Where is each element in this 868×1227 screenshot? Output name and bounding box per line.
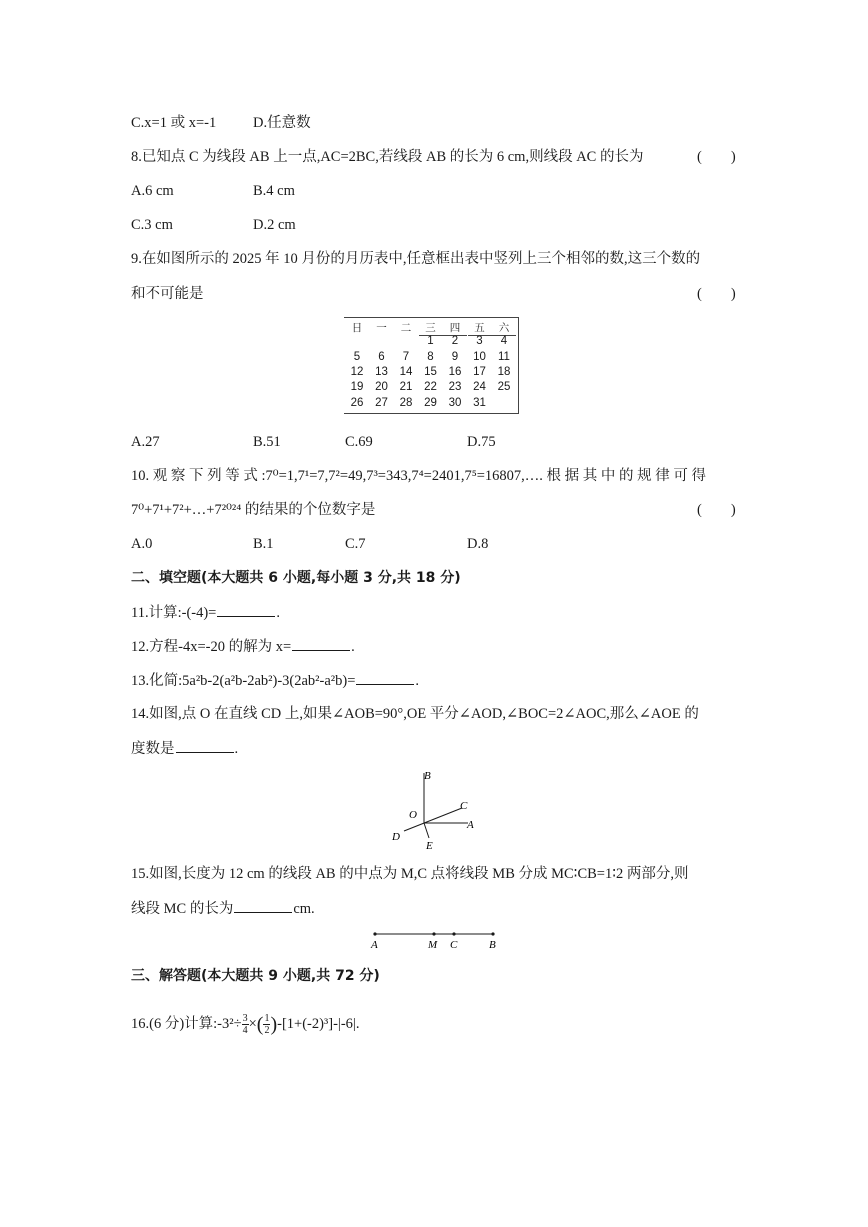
calendar-header-cell: 四	[443, 320, 467, 336]
q10-option-d: D.8	[467, 536, 489, 552]
section-2-heading: 二、填空题(本大题共 6 小题,每小题 3 分,共 18 分)	[131, 570, 461, 586]
q13-blank	[356, 670, 414, 685]
calendar-day-cell: 30	[448, 396, 462, 409]
calendar-day-cell: 31	[473, 396, 486, 409]
q11-text: 11.计算:-(-4)=	[131, 605, 217, 621]
q8-option-a: A.6 cm	[131, 183, 174, 199]
q10-answer-paren: ( )	[697, 502, 736, 518]
q12-end: .	[351, 639, 355, 655]
q15-end: cm.	[293, 901, 315, 917]
calendar-day-cell: 24	[473, 381, 486, 394]
q16-left-paren: (	[256, 1013, 264, 1036]
q10-stem-line1: 10. 观 察 下 列 等 式 :7⁰=1,7¹=7,7²=49,7³=343,7⁴=2401,7⁵=16807,…. 根 据 其 中 的 规 律 可 得	[131, 468, 707, 484]
line-oe	[424, 823, 429, 838]
q10-option-c: C.7	[345, 536, 366, 552]
q7-option-d: D.任意数	[253, 115, 311, 131]
q9-stem-line2: 和不可能是	[131, 286, 204, 302]
q16-suffix: -[1+(-2)³]-|-6|.	[277, 1016, 360, 1032]
label-o: O	[409, 809, 417, 821]
q16-prefix: 16.(6 分)计算:-3²÷	[131, 1016, 242, 1032]
q9-option-d: D.75	[467, 434, 496, 450]
q8-option-d: D.2 cm	[253, 217, 296, 233]
q14-text: 度数是	[131, 741, 175, 757]
calendar-day-cell: 4	[500, 335, 508, 348]
q9-option-a: A.27	[131, 434, 160, 450]
calendar-day-cell: 3	[476, 335, 483, 348]
calendar-day-cell: 7	[402, 350, 410, 363]
point-a	[373, 932, 376, 935]
calendar-header-cell: 五	[468, 320, 492, 336]
calendar-day-cell: 21	[399, 381, 413, 394]
label-b: B	[424, 770, 431, 782]
q16-fraction-3-4	[242, 1013, 249, 1036]
q11-blank	[217, 602, 275, 617]
calendar-header-cell: 六	[492, 320, 516, 336]
calendar-day-cell: 26	[350, 396, 364, 409]
calendar-day-cell: 16	[448, 365, 462, 378]
q8-option-c: C.3 cm	[131, 217, 173, 233]
calendar-day-cell: 8	[427, 350, 434, 363]
calendar-day-cell: 5	[353, 350, 361, 363]
q14-line2	[131, 738, 238, 759]
label-a: A	[371, 939, 378, 951]
calendar-header-cell: 一	[376, 322, 387, 334]
calendar-day-cell: 9	[451, 350, 459, 363]
q8-stem: 8.已知点 C 为线段 AB 上一点,AC=2BC,若线段 AB 的长为 6 cm,则线段 AC 的长为	[131, 149, 644, 165]
q15-line1: 15.如图,长度为 12 cm 的线段 AB 的中点为 M,C 点将线段 MB 分成 MC∶CB=1∶2 两部分,则	[131, 866, 689, 882]
point-c	[452, 932, 455, 935]
q9-option-c: C.69	[345, 434, 373, 450]
calendar-day-cell: 28	[399, 396, 413, 409]
calendar-header-cell: 二	[400, 322, 412, 334]
q15-line2	[131, 898, 315, 919]
calendar-header-cell: 日	[351, 322, 363, 334]
q10-option-a: A.0	[131, 536, 153, 552]
q9-stem-line1: 9.在如图所示的 2025 年 10 月份的月历表中,任意框出表中竖列上三个相邻的数,这三个数的	[131, 251, 701, 267]
q8-answer-paren: ( )	[697, 149, 736, 165]
label-e: E	[426, 840, 433, 852]
frac2-denominator: 2	[264, 1025, 270, 1037]
q12	[131, 636, 355, 657]
label-c: C	[460, 800, 468, 812]
calendar-day-cell: 17	[473, 365, 486, 378]
q10-option-b: B.1	[253, 536, 274, 552]
q14-angle-figure	[380, 765, 490, 855]
calendar-day-cell: 14	[399, 365, 413, 378]
label-d: D	[392, 831, 400, 843]
calendar-day-cell: 10	[473, 350, 486, 363]
q8-option-b: B.4 cm	[253, 183, 295, 199]
label-a: A	[467, 819, 474, 831]
frac1-numerator: 3	[242, 1013, 248, 1025]
q16-times: ×	[248, 1016, 257, 1032]
q12-blank	[292, 636, 350, 651]
q13-end: .	[415, 673, 419, 689]
label-b: B	[489, 939, 496, 951]
q11-end: .	[276, 605, 280, 621]
frac1-denominator: 4	[242, 1025, 248, 1037]
q14-line1: 14.如图,点 O 在直线 CD 上,如果∠AOB=90°,OE 平分∠AOD,∠BOC=2∠AOC,那么∠AOE 的	[131, 706, 699, 722]
q13	[131, 670, 419, 691]
calendar-day-cell: 19	[350, 381, 364, 394]
q7-option-c: C.x=1 或 x=-1	[131, 115, 217, 131]
q12-text: 12.方程-4x=-20 的解为 x=	[131, 639, 292, 655]
calendar-day-cell: 25	[497, 381, 511, 394]
label-m: M	[428, 939, 438, 951]
calendar-day-cell: 23	[448, 381, 462, 394]
q14-end: .	[234, 741, 239, 757]
calendar-day-cell: 1	[427, 335, 434, 348]
calendar-day-cell: 20	[375, 381, 388, 394]
q16	[131, 1010, 359, 1039]
q10-stem-line2: 7⁰+7¹+7²+…+7²⁰²⁴ 的结果的个位数字是	[131, 502, 376, 518]
q11	[131, 602, 280, 623]
point-b	[491, 932, 494, 935]
frac2-numerator: 1	[264, 1013, 270, 1025]
calendar-day-cell: 18	[497, 365, 511, 378]
q15-segment-figure	[368, 928, 502, 952]
label-c: C	[450, 939, 458, 951]
calendar-day-cell: 29	[424, 396, 437, 409]
section-3-heading: 三、解答题(本大题共 9 小题,共 72 分)	[131, 968, 380, 984]
calendar-day-cell: 15	[424, 365, 437, 378]
q13-text: 13.化简:5a²b-2(a²b-2ab²)-3(2ab²-a²b)=	[131, 673, 356, 689]
q14-blank	[176, 738, 234, 753]
q9-option-b: B.51	[253, 434, 281, 450]
calendar-day-cell: 22	[424, 381, 437, 394]
calendar-day-cell: 27	[375, 396, 388, 409]
q15-text: 线段 MC 的长为	[131, 901, 234, 917]
q15-blank	[234, 898, 292, 913]
point-m	[432, 932, 435, 935]
calendar-day-cell: 12	[350, 365, 364, 378]
calendar-table	[344, 317, 519, 414]
q16-right-paren: )	[270, 1013, 278, 1036]
calendar-day-cell: 6	[378, 350, 385, 363]
q9-answer-paren: ( )	[697, 286, 736, 302]
calendar-header-cell: 三	[419, 320, 443, 336]
calendar-day-cell: 13	[375, 365, 388, 378]
calendar-day-cell: 11	[498, 350, 510, 363]
calendar-day-cell: 2	[451, 335, 459, 348]
